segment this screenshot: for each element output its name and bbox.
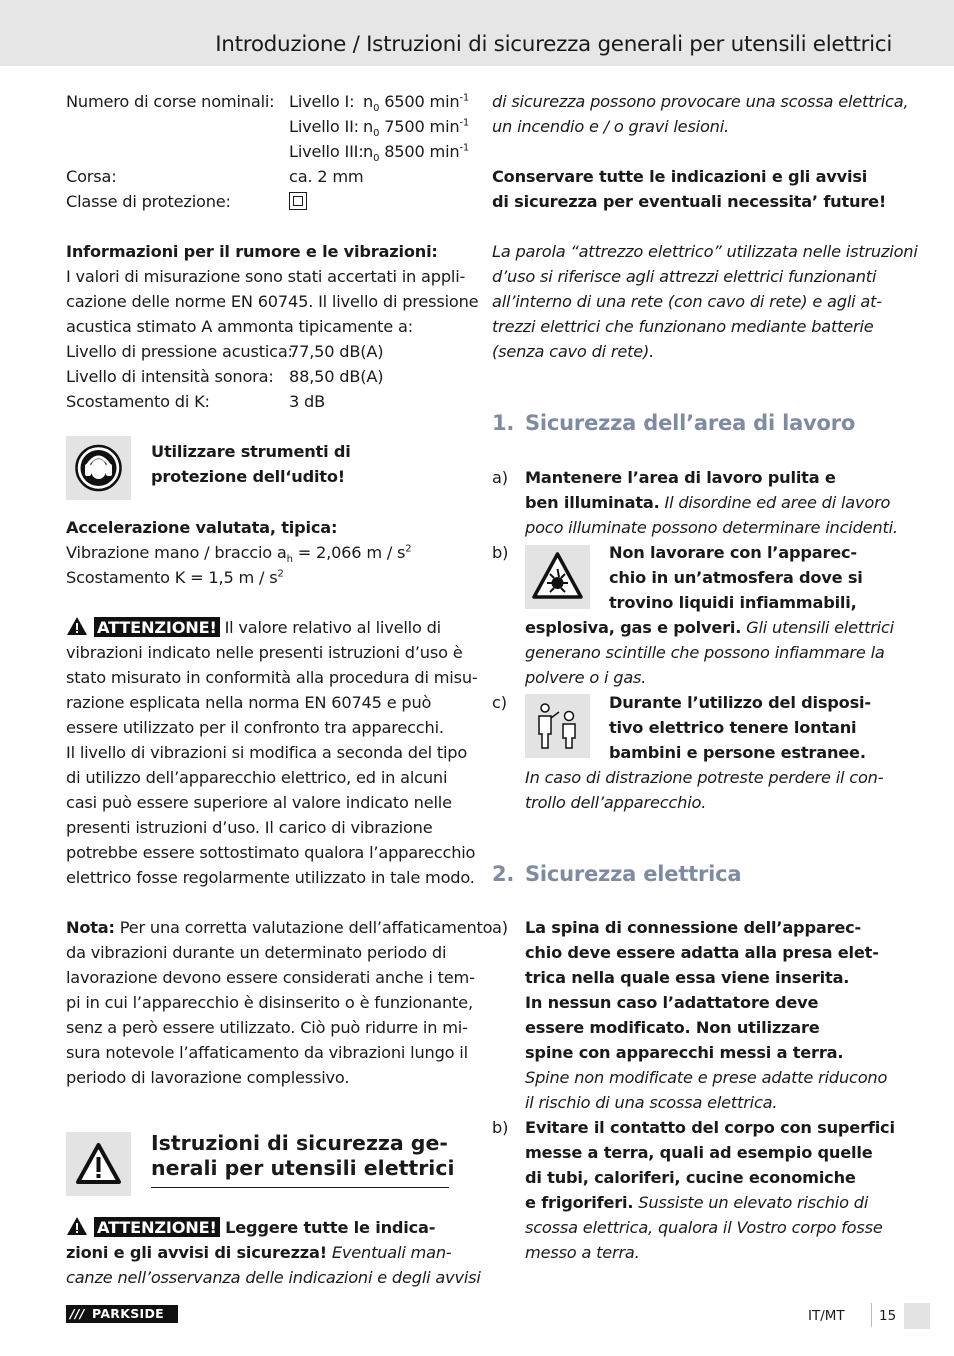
section-2a-line: In nessun caso l’adattatore deve — [525, 993, 819, 1012]
attention-line: presenti istruzioni d’uso. Il carico di vibrazione — [66, 818, 433, 837]
note-line: sura notevole l’affaticamento da vibrazioni lungo il — [66, 1043, 468, 1062]
section-1b-line: trovino liquidi infiammabili, — [609, 593, 857, 612]
attention-line: stato misurato in conformità alla procedura di misu- — [66, 668, 478, 687]
level-2-name: Livello II: — [289, 117, 359, 136]
attention-first-line: ATTENZIONE! Il valore relativo al livello di — [66, 615, 441, 640]
section-2a-line: chio deve essere adatta alla presa elet- — [525, 943, 879, 962]
continued-line: di sicurezza possono provocare una scossa elettrica, — [492, 92, 909, 111]
attention-line: essere utilizzato per il confronto tra apparecchi. — [66, 718, 444, 737]
item-label: a) — [492, 468, 508, 487]
section-1c-line: In caso di distrazione potreste perdere il con- — [525, 768, 884, 787]
note-line: da vibrazioni durante un determinato periodo di — [66, 943, 447, 962]
noise-line: acustica stimato A ammonta tipicamente a: — [66, 317, 413, 336]
safety-attention-line: ATTENZIONE! Leggere tutte le indica- — [66, 1215, 435, 1240]
section-1-title: Sicurezza dell’area di lavoro — [525, 411, 856, 435]
page-header — [0, 0, 954, 66]
warning-triangle-icon — [66, 1132, 131, 1196]
definition-line: trezzi elettrici che funzionano mediante batterie — [492, 317, 874, 336]
section-2a-line: essere modificato. Non utilizzare — [525, 1018, 820, 1037]
section-2b-line: scossa elettrica, qualora il Vostro corpo fosse — [525, 1218, 883, 1237]
explosion-hazard-icon — [525, 545, 590, 609]
safety-line: canze nell’osservanza delle indicazioni e degli avvisi — [66, 1268, 481, 1287]
noise-row-value: 3 dB — [289, 392, 326, 411]
vibration-line: Scostamento K = 1,5 m / $s^2$ — [66, 568, 284, 587]
section-2a-line: Spine non modificate e prese adatte riducono — [525, 1068, 888, 1087]
attention-line: Il livello di vibrazioni si modifica a seconda del tipo — [66, 743, 468, 762]
vibration-heading: Accelerazione valutata, tipica: — [66, 518, 338, 537]
noise-row-label: Scostamento di K: — [66, 392, 210, 411]
section-2b-line: messo a terra. — [525, 1243, 640, 1262]
stroke-label: Corsa: — [66, 167, 117, 186]
keep-children-away-icon — [525, 694, 590, 758]
section-2b-line: e frigoriferi. Sussiste un elevato rischio di — [525, 1193, 869, 1212]
section-1b-line: Non lavorare con l’apparec- — [609, 543, 857, 562]
attention-line: di utilizzo dell’apparecchio elettrico, ed in alcuni — [66, 768, 448, 787]
vibration-line: Vibrazione mano / braccio $a_h = 2,066$ m / $s^2$ — [66, 543, 412, 566]
section-1a-line: poco illuminate possono determinare incidenti. — [525, 518, 898, 537]
section-2-number: 2. — [492, 862, 515, 886]
page-title: Introduzione / Istruzioni di sicurezza generali per utensili elettrici — [215, 32, 892, 57]
noise-heading: Informazioni per il rumore e le vibrazioni: — [66, 242, 438, 261]
keep-instructions: di sicurezza per eventuali necessita’ future! — [492, 192, 887, 211]
section-2b-line: di tubi, caloriferi, cucine economiche — [525, 1168, 856, 1187]
level-1-name: Livello I: — [289, 92, 355, 111]
safety-heading: Istruzioni di sicurezza ge- nerali per utensili elettrici — [151, 1131, 455, 1180]
footer-tab — [904, 1303, 930, 1329]
footer-divider — [871, 1303, 872, 1327]
section-1c-line: Durante l’utilizzo del disposi- — [609, 693, 871, 712]
warning-icon — [66, 1216, 88, 1236]
attention-line: potrebbe essere sottostimato qualora l’apparecchio — [66, 843, 476, 862]
section-2-title: Sicurezza elettrica — [525, 862, 742, 886]
definition-line: (senza cavo di rete). — [492, 342, 655, 361]
warning-icon — [66, 616, 88, 636]
section-1a-line: Mantenere l’area di lavoro pulita e — [525, 468, 836, 487]
item-label: b) — [492, 1118, 509, 1137]
safety-line: zioni e gli avvisi di sicurezza! Eventuali man- — [66, 1243, 452, 1262]
heading-underline — [151, 1187, 449, 1188]
section-1b-line: generano scintille che possono infiammare la — [525, 643, 885, 662]
section-1b-line: chio in un’atmosfera dove si — [609, 568, 863, 587]
note-line: periodo di lavorazione complessivo. — [66, 1068, 350, 1087]
section-1c-line: bambini e persone estranee. — [609, 743, 866, 762]
ear-note-line: Utilizzare strumenti di — [151, 442, 351, 461]
section-1c-line: trollo dell’apparecchio. — [525, 793, 707, 812]
section-2a-line: il rischio di una scossa elettrica. — [525, 1093, 778, 1112]
note-first-line: Nota: Per una corretta valutazione dell’affaticamento — [66, 918, 493, 937]
attention-line: vibrazioni indicato nelle presenti istruzioni d’uso è — [66, 643, 463, 662]
strokes-label: Numero di corse nominali: — [66, 92, 275, 111]
level-3-value: $n_0$ 8500 $\min^{-1}$ — [363, 142, 470, 165]
section-1b-line: esplosiva, gas e polveri. Gli utensili elettrici — [525, 618, 894, 637]
item-label: c) — [492, 693, 507, 712]
section-1a-line: ben illuminata. Il disordine ed aree di lavoro — [525, 493, 891, 512]
section-2a-line: spine con apparecchi messi a terra. — [525, 1043, 844, 1062]
note-line: senz a però essere utilizzato. Ciò può ridurre in mi- — [66, 1018, 468, 1037]
attention-line: casi può essere superiore al valore indicato nelle — [66, 793, 452, 812]
section-1-number: 1. — [492, 411, 515, 435]
noise-row-label: Livello di intensità sonora: — [66, 367, 274, 386]
attention-badge: ATTENZIONE! — [94, 617, 220, 637]
continued-line: un incendio e / o gravi lesioni. — [492, 117, 729, 136]
level-2-value: $n_0$ 7500 $\min^{-1}$ — [363, 117, 470, 140]
note-line: pi in cui l’apparecchio è disinserito o è funzionante, — [66, 993, 473, 1012]
section-1b-line: polvere o i gas. — [525, 668, 647, 687]
attention-line: elettrico fosse regolarmente utilizzato in tale modo. — [66, 868, 475, 887]
parkside-logo: /// PARKSIDE — [66, 1305, 178, 1323]
noise-row-value: 88,50 dB(A) — [289, 367, 384, 386]
protection-class-icon — [289, 189, 307, 214]
section-2b-line: Evitare il contatto del corpo con superfici — [525, 1118, 895, 1137]
note-line: lavorazione devono essere considerati anche i tem- — [66, 968, 475, 987]
section-2b-line: messe a terra, quali ad esempio quelle — [525, 1143, 873, 1162]
level-1-value: $n_0$ 6500 $\min^{-1}$ — [363, 92, 470, 115]
definition-line: all’interno di una rete (con cavo di rete) e agli at- — [492, 292, 882, 311]
section-1c-line: tivo elettrico tenere lontani — [609, 718, 857, 737]
noise-line: cazione delle norme EN 60745. Il livello di pressione — [66, 292, 479, 311]
definition-line: La parola “attrezzo elettrico” utilizzata nelle istruzioni — [492, 242, 918, 261]
ear-protection-icon — [66, 436, 131, 500]
definition-line: d’uso si riferisce agli attrezzi elettrici funzionanti — [492, 267, 877, 286]
attention-line: razione esplicata nella norma EN 60745 e può — [66, 693, 432, 712]
page-number: 15 — [879, 1308, 897, 1324]
level-3-name: Livello III: — [289, 142, 364, 161]
item-label: b) — [492, 543, 509, 562]
item-label: a) — [492, 918, 508, 937]
attention-badge: ATTENZIONE! — [94, 1217, 220, 1237]
stroke-value: ca. 2 mm — [289, 167, 364, 186]
language-code: IT/MT — [808, 1308, 845, 1324]
class-label: Classe di protezione: — [66, 192, 231, 211]
noise-line: I valori di misurazione sono stati accertati in appli- — [66, 267, 466, 286]
section-2a-line: trica nella quale essa viene inserita. — [525, 968, 850, 987]
noise-row-value: 77,50 dB(A) — [289, 342, 384, 361]
noise-row-label: Livello di pressione acustica: — [66, 342, 293, 361]
ear-note-line: protezione dell‘udito! — [151, 467, 345, 486]
section-2a-line: La spina di connessione dell’apparec- — [525, 918, 862, 937]
keep-instructions: Conservare tutte le indicazioni e gli avvisi — [492, 167, 868, 186]
